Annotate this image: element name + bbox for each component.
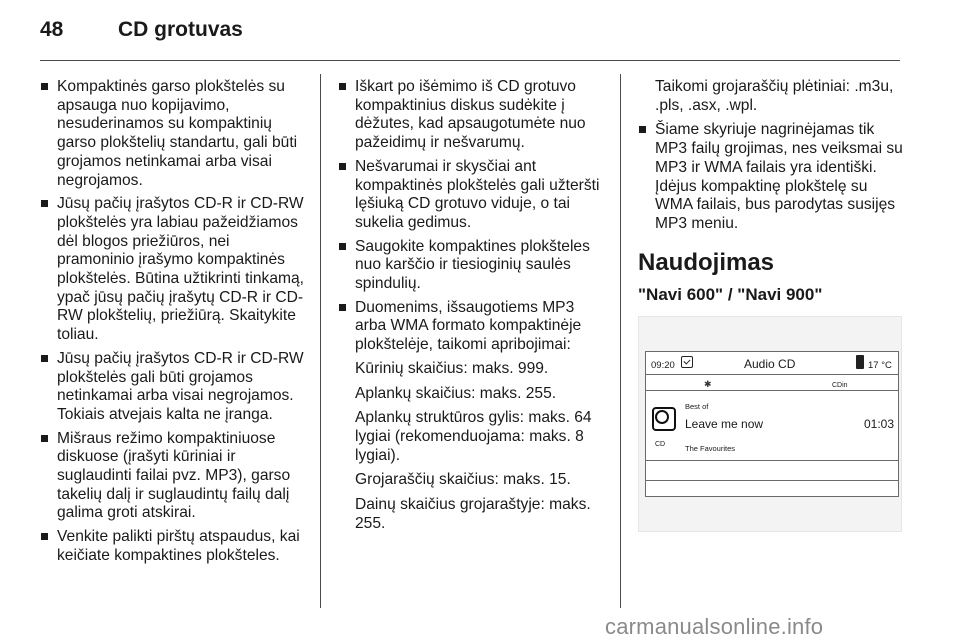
album-label: Best of <box>685 402 709 412</box>
limit-line: Kūrinių skaičius: maks. 999. <box>355 359 549 377</box>
screen-title: Audio CD <box>744 357 796 372</box>
audio-cd-screen-figure <box>638 316 902 532</box>
column-divider <box>620 74 621 608</box>
bullet-item: Jūsų pačių įrašytos CD-R ir CD-RW plokštelės gali būti grojamos netinkamai arba visai negrojamos. Tokiais atvejais kalta ne įranga. <box>40 350 310 425</box>
bullet-item: Kompaktinės garso plokštelės su apsauga nuo kopijavimo, nesuderinamos su kompaktinių garso plokštelių standartu, gali būti grojamos netinkamai arba visai negrojamos. <box>40 78 310 190</box>
bullet-list <box>338 78 606 355</box>
bullet-item: Venkite palikti pirštų atspaudus, kai keičiate kompaktines plokšteles. <box>40 528 310 565</box>
bullet-item: Šiame skyriuje nagrinėjamas tik MP3 failų grojimas, nes veiksmai su MP3 ir WMA failais yra identiški. Įdėjus kompaktinę plokštelę su WMA failais, bus parodytas susijęs MP3 meniu. <box>638 121 906 233</box>
screen-temperature: 17 °C <box>868 360 892 372</box>
section-heading: Naudojimas <box>638 248 775 276</box>
header-rule <box>40 60 900 61</box>
cdin-label: CDin <box>832 382 848 390</box>
bullet-item: Iškart po išėmimo iš CD grotuvo kompaktinius diskus sudėkite į dėžutes, kad apsaugotumėte nuo pažeidimų ir nešvarumų. <box>338 78 606 153</box>
bullet-list <box>40 78 310 566</box>
elapsed-time: 01:03 <box>864 417 895 432</box>
bullet-item: Jūsų pačių įrašytos CD-R ir CD-RW plokštelės yra labiau pažeidžiamos dėl blogos priežiūros, nei pramoninio įrašymo kompaktinės plokštelės. Būtina užtikrinti tinkamą, ypač jūsų pačių įrašytų CD-R ir CD-RW plokštelių, priežiūrą. Skaitykite toliau. <box>40 195 310 345</box>
screen-sub-bar <box>646 374 898 391</box>
limit-line: Aplankų skaičius: maks. 255. <box>355 384 557 402</box>
artist-name: The Favourites <box>685 444 736 454</box>
page-number: 48 <box>40 18 64 41</box>
cd-disc-icon <box>652 407 676 431</box>
screen-status-bar <box>646 352 898 375</box>
subsection-heading: "Navi 600" / "Navi 900" <box>638 284 823 304</box>
column-3 <box>638 78 906 532</box>
bullet-item: Duomenims, išsaugotiems MP3 arba WMA formato kompaktinėje plokštelėje, taikomi apribojimai: <box>338 299 606 355</box>
audio-screen <box>645 351 899 497</box>
watermark: carmanualsonline.info <box>605 614 824 639</box>
screen-divider <box>646 480 898 481</box>
screen-time: 09:20 <box>651 360 675 372</box>
column-1 <box>40 78 310 571</box>
bluetooth-icon: ✱ <box>704 379 712 390</box>
limit-line: Dainų skaičius grojaraštyje: maks. 255. <box>355 496 591 532</box>
bullet-item: Nešvarumai ir skysčiai ant kompaktinės plokštelės gali užteršti lęšiuką CD grotuvo viduje, o tai sukelia gedimus. <box>338 158 606 233</box>
bullet-item: Mišraus režimo kompaktiniuose diskuose (įrašyti kūriniai ir suglaudinti failai pvz. MP3), garso takelių dalį ir suglaudintų failų dalį galima groti atskirai. <box>40 430 310 524</box>
screen-divider <box>646 460 898 461</box>
phone-icon <box>856 355 864 369</box>
bullet-item: Saugokite kompaktines plokšteles nuo karščio ir tiesioginių saulės spindulių. <box>338 238 606 294</box>
playlist-extensions-text: Taikomi grojaraščių plėtiniai: .m3u, .pls, .asx, .wpl. <box>655 78 894 114</box>
clock-check-icon <box>681 356 693 368</box>
column-2 <box>338 78 606 539</box>
chapter-title: CD grotuvas <box>118 18 243 41</box>
limit-line: Aplankų struktūros gylis: maks. 64 lygiai (rekomenduojama: maks. 8 lygiai). <box>355 409 592 464</box>
track-title: Leave me now <box>685 417 764 432</box>
cd-tag: CD <box>655 441 666 449</box>
column-divider <box>320 74 321 608</box>
limit-line: Grojaraščių skaičius: maks. 15. <box>355 471 571 489</box>
bullet-list <box>638 121 906 233</box>
